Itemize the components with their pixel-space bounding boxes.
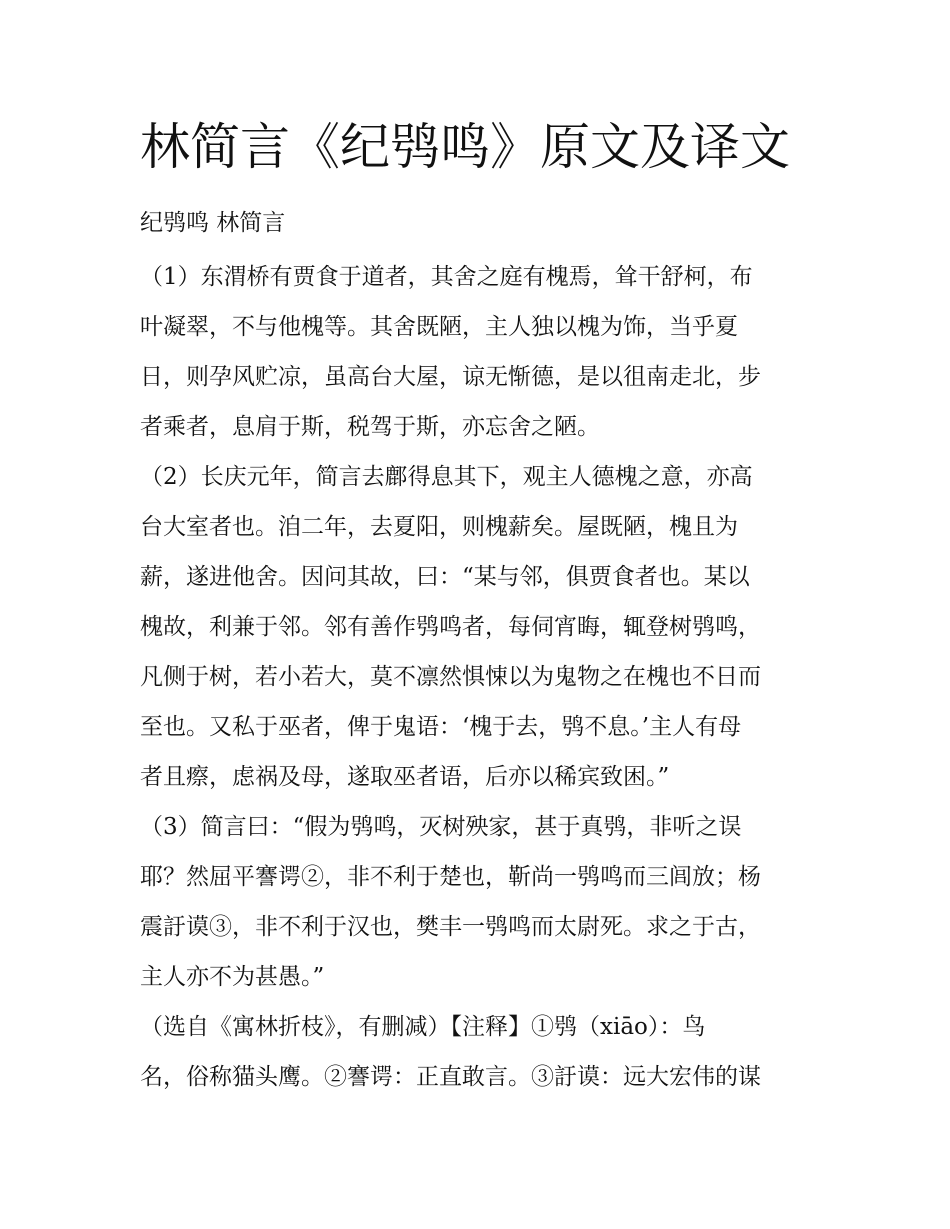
text-line: 者且瘵，虑祸及母，遂取巫者语，后亦以稀宾致困。” (140, 764, 670, 790)
text-line: （选自《寓林折枝》，有删减）【注释】①鸮（xiāo）：鸟 (140, 1014, 706, 1040)
text-line: 台大室者也。洎二年，去夏阳，则槐薪矣。屋既陋，槐且为 (140, 514, 738, 540)
text-line: 槐故，利兼于邻。邻有善作鸮鸣者，每伺宵晦，辄登树鸮鸣， (140, 614, 761, 640)
document-title: 林简言《纪鸮鸣》原文及译文 (140, 118, 790, 176)
text-line: 震訏谟③，非不利于汉也，樊丰一鸮鸣而太尉死。求之于古， (140, 914, 761, 940)
text-line: 日，则孕风贮凉，虽高台大屋，谅无惭德，是以徂南走北，步 (140, 364, 761, 390)
paragraph-2 (140, 452, 820, 802)
text-line: （1）东渭桥有贾食于道者，其舍之庭有槐焉，耸干舒柯，布 (140, 264, 753, 290)
paragraph-notes (140, 1002, 820, 1102)
text-line: 名，俗称猫头鹰。②謇谔：正直敢言。③訏谟：远大宏伟的谋 (140, 1064, 761, 1090)
text-line: （3）简言曰：“假为鸮鸣，灭树殃家，甚于真鸮，非听之误 (140, 814, 742, 840)
text-line: 凡侧于树，若小若大，莫不凛然惧悚以为鬼物之在槐也不日而 (140, 664, 761, 690)
text-line: 主人亦不为甚愚。” (140, 964, 325, 990)
text-line: 薪，遂进他舍。因问其故，曰：“某与邻，俱贾食者也。某以 (140, 564, 750, 590)
text-line: （2）长庆元年，简言去鄜得息其下，观主人德槐之意，亦高 (140, 464, 753, 490)
paragraph-1 (140, 252, 820, 452)
paragraph-3 (140, 802, 820, 1002)
text-line: 者乘者，息肩于斯，税驾于斯，亦忘舍之陋。 (140, 414, 600, 440)
document-subtitle: 纪鸮鸣 林简言 (140, 210, 286, 236)
text-line: 耶？然屈平謇谔②，非不利于楚也，靳尚一鸮鸣而三闾放；杨 (140, 864, 761, 890)
text-line: 叶凝翠，不与他槐等。其舍既陋，主人独以槐为饰，当乎夏 (140, 314, 738, 340)
document-body (140, 252, 820, 1102)
text-line: 至也。又私于巫者，俾于鬼语：‘槐于去，鸮不息。’主人有母 (140, 714, 742, 740)
